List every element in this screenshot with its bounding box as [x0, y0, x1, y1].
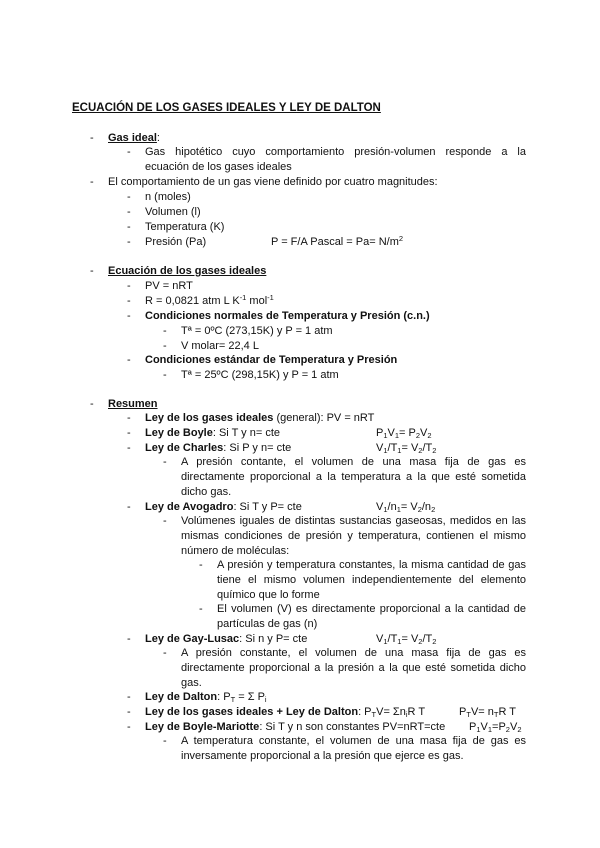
resumen-heading: Resumen [108, 398, 158, 410]
bullet-dash: - [127, 442, 131, 454]
avogadro-formula: $V_1/n_1= V_2/n_2$ [376, 501, 436, 514]
page-title: ECUACIÓN DE LOS GASES IDEALES Y LEY DE DALTON [72, 102, 381, 114]
ley-boyle: Ley de Boyle: Si T y n= cte [145, 427, 281, 439]
bullet-dash: - [127, 721, 131, 733]
colon: : [156, 132, 160, 144]
bullet-dash: - [127, 691, 131, 703]
boyle-mariotte-desc-line1: A temperatura constante, el volumen de una masa fija de gas es [181, 735, 526, 747]
bullet-dash: - [163, 340, 167, 352]
bullet-dash: - [127, 501, 131, 513]
pv-nrt: PV = nRT [145, 280, 193, 292]
bullet-dash: - [163, 735, 167, 747]
bullet-dash: - [127, 412, 131, 424]
gay-lussac-desc-line2: directamente proporcional a la presión a la que esté sometida dicho [181, 662, 526, 674]
bullet-dash: - [127, 236, 131, 248]
bullet-dash: - [127, 221, 131, 233]
gas-ideal-def-line2: ecuación de los gases ideales [145, 161, 292, 173]
charles-desc-line2: directamente proporcional a la temperatura a la que esté sometida [181, 471, 526, 483]
avogadro-sub2-line1: El volumen (V) es directamente proporcional a la cantidad de [217, 603, 526, 615]
ley-boyle-mariotte: Ley de Boyle-Mariotte: Si T y n son constantes PV=nRT=cte [145, 721, 446, 733]
charles-desc-line1: A presión contante, el volumen de una masa fija de gas es [181, 456, 526, 468]
bullet-dash: - [163, 456, 167, 468]
bullet-dash: - [127, 633, 131, 645]
ecuacion-heading: Ecuación de los gases ideales [108, 265, 267, 277]
bullet-dash: - [163, 325, 167, 337]
ley-gay-lussac: Ley de Gay-Lusac: Si n y P= cte [145, 633, 308, 645]
bullet-dash: - [127, 310, 131, 322]
magnitude-p: Presión (Pa) [145, 236, 207, 248]
bullet-dash: - [127, 191, 131, 203]
avogadro-sub1-line3: químico que lo forme [217, 589, 320, 601]
gay-lussac-desc-line3: gas. [181, 677, 202, 689]
avogadro-desc-line2: mismas condiciones de presión y temperatura, contienen el mismo [181, 530, 526, 542]
magnitude-t: Temperatura (K) [145, 221, 225, 233]
bullet-dash: - [90, 132, 94, 144]
bullet-dash: - [199, 603, 203, 615]
avogadro-desc-line3: número de moléculas: [181, 545, 290, 557]
cn-temp: Tª = 0ºC (273,15K) y P = 1 atm [181, 325, 333, 337]
bullet-dash: - [90, 265, 94, 277]
bullet-dash: - [163, 515, 167, 527]
gas-ideal-heading-wrap [108, 131, 160, 146]
ley-charles: Ley de Charles: Si P y n= cte [145, 442, 292, 454]
magnitudes-intro: El comportamiento de un gas viene definido por cuatro magnitudes: [108, 176, 438, 188]
bullet-dash: - [127, 427, 131, 439]
bullet-dash: - [127, 146, 131, 158]
boyle-formula: $P_1V_1= P_2V_2$ [376, 427, 432, 440]
charles-formula: $V_1/T_1= V_2/T_2$ [376, 442, 437, 455]
gas-ideal-heading: Gas ideal [108, 132, 157, 144]
avogadro-sub1-line2: tiene el mismo volumen independientemente del elemento [217, 574, 526, 586]
bullet-dash: - [127, 706, 131, 718]
bullet-dash: - [163, 647, 167, 659]
bullet-dash: - [127, 206, 131, 218]
magnitude-v: Volumen (l) [145, 206, 201, 218]
magnitude-n: n (moles) [145, 191, 191, 203]
avogadro-sub2-line2: partículas de gas (n) [217, 618, 318, 630]
cn-heading: Condiciones normales de Temperatura y Presión (c.n.) [145, 310, 430, 322]
r-constant: R = 0,0821 atm L $K^{-1}$ mol$^{-1}$ [145, 293, 274, 307]
ley-dalton: Ley de Dalton: $P_T = \Sigma$ $P_i$ [145, 691, 267, 704]
charles-desc-line3: dicho gas. [181, 486, 232, 498]
gas-ideal-def-line1: Gas hipotético cuyo comportamiento presión-volumen responde a la [145, 146, 526, 158]
bullet-dash: - [127, 295, 131, 307]
combined-formula-2: $P_TV= n_TR$ T [459, 706, 516, 719]
bullet-dash: - [199, 559, 203, 571]
gay-lussac-formula: $V_1/T_1= V_2/T_2$ [376, 633, 437, 646]
bullet-dash: - [90, 398, 94, 410]
avogadro-sub1-line1: A presión y temperatura constantes, la misma cantidad de gas [217, 559, 526, 571]
boyle-mariotte-desc-line2: inversamente proporcional a la presión que ejerce es gas. [181, 750, 464, 762]
avogadro-desc-line1: Volúmenes iguales de distintas sustancias gaseosas, medidos en las [181, 515, 526, 527]
ley-avogadro: Ley de Avogadro: Si T y P= cte [145, 501, 302, 513]
gay-lussac-desc-line1: A presión constante, el volumen de una masa fija de gas es [181, 647, 526, 659]
boyle-mariotte-formula: $P_1V_1=P_2V_2$ [469, 721, 522, 734]
ce-temp: Tª = 25ºC (298,15K) y P = 1 atm [181, 369, 339, 381]
bullet-dash: - [127, 354, 131, 366]
cn-vmolar: V molar= 22,4 L [181, 340, 259, 352]
bullet-dash: - [90, 176, 94, 188]
bullet-dash: - [127, 280, 131, 292]
bullet-dash: - [163, 369, 167, 381]
ce-heading: Condiciones estándar de Temperatura y Presión [145, 354, 398, 366]
pressure-formula: P = F/A Pascal = $Pa= N/m^2$ [271, 234, 404, 248]
ley-general: Ley de los gases ideales (general): PV = nRT [145, 412, 375, 424]
ley-combinada: Ley de los gases ideales + Ley de Dalton: $P_TV= \Sigma n_iR$ T [145, 706, 426, 719]
